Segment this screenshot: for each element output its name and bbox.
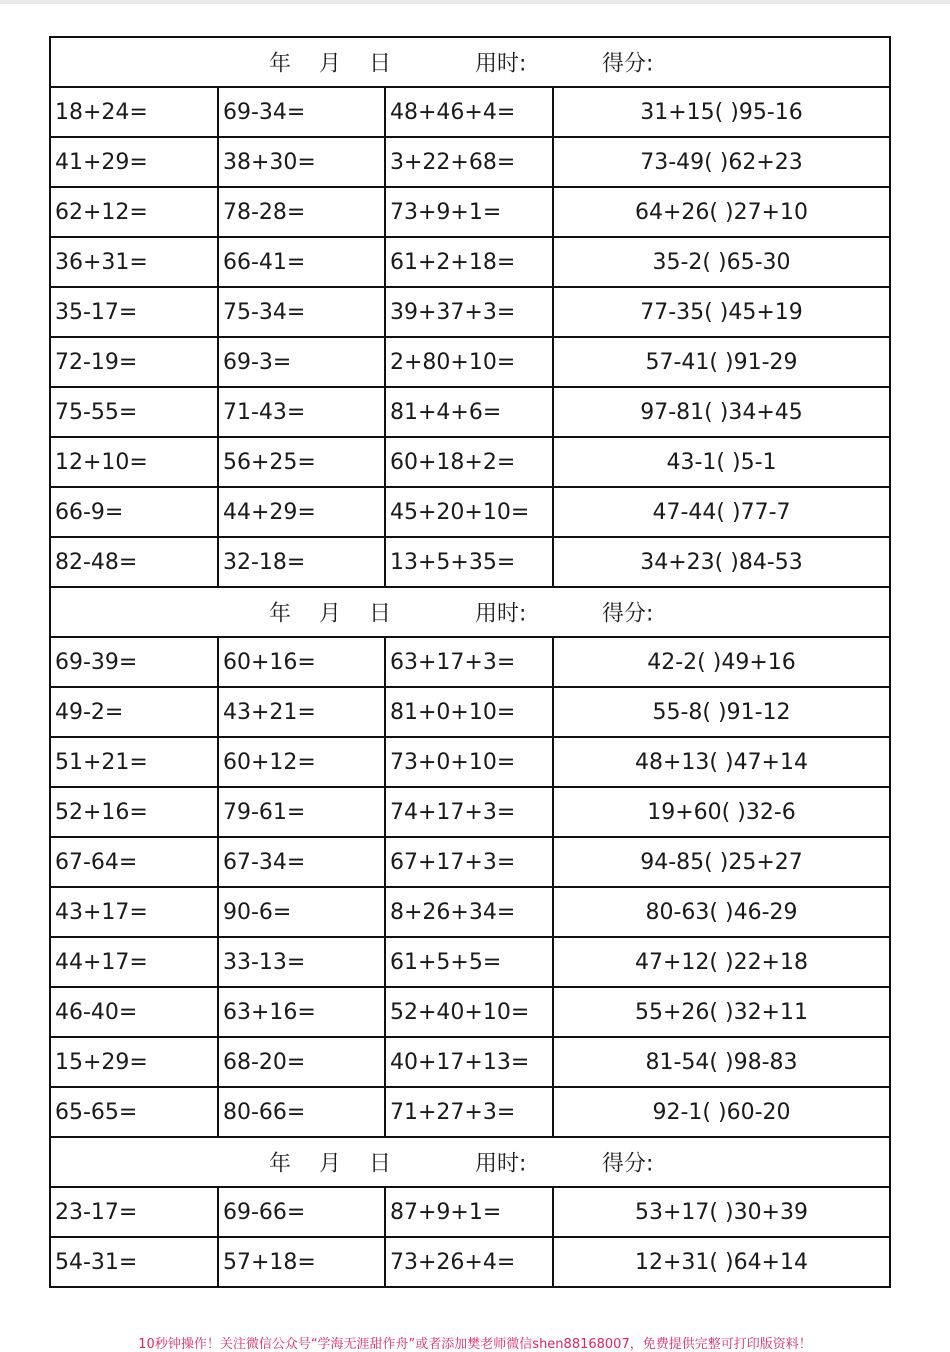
comparison-problem-cell: 42-2( )49+16 — [553, 637, 890, 687]
year-label: 年 — [269, 51, 292, 77]
arithmetic-problem-cell: 49-2= — [50, 687, 218, 737]
problem-row — [50, 137, 890, 187]
arithmetic-problem-cell: 52+40+10= — [385, 987, 553, 1037]
arithmetic-problem-cell: 56+25= — [218, 437, 385, 487]
problem-row — [50, 637, 890, 687]
arithmetic-problem-cell: 71-43= — [218, 387, 385, 437]
comparison-problem-cell: 47+12( )22+18 — [553, 937, 890, 987]
arithmetic-problem-cell: 15+29= — [50, 1037, 218, 1087]
section-header-cell — [50, 1137, 890, 1187]
comparison-problem-cell: 19+60( )32-6 — [553, 787, 890, 837]
problem-row — [50, 87, 890, 137]
section-header-row — [50, 1137, 890, 1187]
comparison-problem-cell: 81-54( )98-83 — [553, 1037, 890, 1087]
arithmetic-problem-cell: 51+21= — [50, 737, 218, 787]
arithmetic-problem-cell: 71+27+3= — [385, 1087, 553, 1137]
arithmetic-problem-cell: 87+9+1= — [385, 1187, 553, 1237]
arithmetic-problem-cell: 68-20= — [218, 1037, 385, 1087]
comparison-problem-cell: 47-44( )77-7 — [553, 487, 890, 537]
arithmetic-problem-cell: 33-13= — [218, 937, 385, 987]
section-header-row — [50, 37, 890, 87]
comparison-problem-cell: 55+26( )32+11 — [553, 987, 890, 1037]
arithmetic-problem-cell: 67-64= — [50, 837, 218, 887]
arithmetic-problem-cell: 44+17= — [50, 937, 218, 987]
day-label: 日 — [369, 1151, 392, 1177]
arithmetic-problem-cell: 63+16= — [218, 987, 385, 1037]
arithmetic-problem-cell: 80-66= — [218, 1087, 385, 1137]
arithmetic-problem-cell: 35-17= — [50, 287, 218, 337]
arithmetic-problem-cell: 54-31= — [50, 1237, 218, 1287]
worksheet-body — [50, 37, 890, 1287]
arithmetic-problem-cell: 81+0+10= — [385, 687, 553, 737]
arithmetic-problem-cell: 63+17+3= — [385, 637, 553, 687]
problem-row — [50, 387, 890, 437]
comparison-problem-cell: 43-1( )5-1 — [553, 437, 890, 487]
problem-row — [50, 987, 890, 1037]
month-label: 月 — [319, 601, 342, 627]
comparison-problem-cell: 35-2( )65-30 — [553, 237, 890, 287]
problem-row — [50, 487, 890, 537]
arithmetic-problem-cell: 65-65= — [50, 1087, 218, 1137]
arithmetic-problem-cell: 61+5+5= — [385, 937, 553, 987]
problem-row — [50, 1187, 890, 1237]
arithmetic-problem-cell: 40+17+13= — [385, 1037, 553, 1087]
year-label: 年 — [269, 1151, 292, 1177]
problem-row — [50, 287, 890, 337]
arithmetic-problem-cell: 75-34= — [218, 287, 385, 337]
arithmetic-problem-cell: 73+9+1= — [385, 187, 553, 237]
arithmetic-problem-cell: 60+16= — [218, 637, 385, 687]
arithmetic-problem-cell: 69-66= — [218, 1187, 385, 1237]
top-edge-strip — [0, 0, 950, 4]
arithmetic-problem-cell: 39+37+3= — [385, 287, 553, 337]
arithmetic-problem-cell: 81+4+6= — [385, 387, 553, 437]
year-label: 年 — [269, 601, 292, 627]
section-header-labels — [51, 1138, 889, 1186]
arithmetic-problem-cell: 48+46+4= — [385, 87, 553, 137]
problem-row — [50, 687, 890, 737]
problem-row — [50, 187, 890, 237]
arithmetic-problem-cell: 69-3= — [218, 337, 385, 387]
score-label: 得分: — [602, 601, 654, 627]
time-used-label: 用时: — [475, 1151, 527, 1177]
arithmetic-problem-cell: 78-28= — [218, 187, 385, 237]
comparison-problem-cell: 77-35( )45+19 — [553, 287, 890, 337]
comparison-problem-cell: 48+13( )47+14 — [553, 737, 890, 787]
problem-row — [50, 1237, 890, 1287]
arithmetic-problem-cell: 43+21= — [218, 687, 385, 737]
arithmetic-problem-cell: 73+0+10= — [385, 737, 553, 787]
comparison-problem-cell: 80-63( )46-29 — [553, 887, 890, 937]
arithmetic-problem-cell: 82-48= — [50, 537, 218, 587]
arithmetic-problem-cell: 18+24= — [50, 87, 218, 137]
arithmetic-problem-cell: 52+16= — [50, 787, 218, 837]
arithmetic-problem-cell: 38+30= — [218, 137, 385, 187]
arithmetic-problem-cell: 60+18+2= — [385, 437, 553, 487]
arithmetic-problem-cell: 41+29= — [50, 137, 218, 187]
comparison-problem-cell: 57-41( )91-29 — [553, 337, 890, 387]
arithmetic-problem-cell: 61+2+18= — [385, 237, 553, 287]
footer-promo-text: 10秒钟操作！关注微信公众号“学海无涯甜作舟”或者添加樊老师微信shen88168007，免费提供完整可打印版资料！ — [138, 1337, 812, 1352]
section-header-labels — [51, 588, 889, 636]
arithmetic-problem-cell: 32-18= — [218, 537, 385, 587]
arithmetic-problem-cell: 36+31= — [50, 237, 218, 287]
arithmetic-problem-cell: 69-39= — [50, 637, 218, 687]
problem-row — [50, 937, 890, 987]
comparison-problem-cell: 92-1( )60-20 — [553, 1087, 890, 1137]
comparison-problem-cell: 12+31( )64+14 — [553, 1237, 890, 1287]
arithmetic-problem-cell: 90-6= — [218, 887, 385, 937]
problem-row — [50, 837, 890, 887]
arithmetic-problem-cell: 74+17+3= — [385, 787, 553, 837]
comparison-problem-cell: 73-49( )62+23 — [553, 137, 890, 187]
arithmetic-worksheet-table — [49, 36, 891, 1288]
month-label: 月 — [319, 1151, 342, 1177]
problem-row — [50, 1087, 890, 1137]
arithmetic-problem-cell: 57+18= — [218, 1237, 385, 1287]
comparison-problem-cell: 34+23( )84-53 — [553, 537, 890, 587]
problem-row — [50, 887, 890, 937]
problem-row — [50, 237, 890, 287]
arithmetic-problem-cell: 3+22+68= — [385, 137, 553, 187]
day-label: 日 — [369, 601, 392, 627]
arithmetic-problem-cell: 72-19= — [50, 337, 218, 387]
arithmetic-problem-cell: 13+5+35= — [385, 537, 553, 587]
arithmetic-problem-cell: 73+26+4= — [385, 1237, 553, 1287]
section-header-cell — [50, 587, 890, 637]
score-label: 得分: — [602, 51, 654, 77]
arithmetic-problem-cell: 75-55= — [50, 387, 218, 437]
arithmetic-problem-cell: 67-34= — [218, 837, 385, 887]
arithmetic-problem-cell: 60+12= — [218, 737, 385, 787]
section-header-row — [50, 587, 890, 637]
comparison-problem-cell: 31+15( )95-16 — [553, 87, 890, 137]
arithmetic-problem-cell: 62+12= — [50, 187, 218, 237]
comparison-problem-cell: 97-81( )34+45 — [553, 387, 890, 437]
arithmetic-problem-cell: 66-9= — [50, 487, 218, 537]
problem-row — [50, 787, 890, 837]
arithmetic-problem-cell: 45+20+10= — [385, 487, 553, 537]
comparison-problem-cell: 94-85( )25+27 — [553, 837, 890, 887]
day-label: 日 — [369, 51, 392, 77]
arithmetic-problem-cell: 67+17+3= — [385, 837, 553, 887]
arithmetic-problem-cell: 79-61= — [218, 787, 385, 837]
score-label: 得分: — [602, 1151, 654, 1177]
arithmetic-problem-cell: 12+10= — [50, 437, 218, 487]
arithmetic-problem-cell: 43+17= — [50, 887, 218, 937]
arithmetic-problem-cell: 44+29= — [218, 487, 385, 537]
section-header-cell — [50, 37, 890, 87]
comparison-problem-cell: 64+26( )27+10 — [553, 187, 890, 237]
section-header-labels — [51, 38, 889, 86]
problem-row — [50, 437, 890, 487]
problem-row — [50, 737, 890, 787]
arithmetic-problem-cell: 46-40= — [50, 987, 218, 1037]
arithmetic-problem-cell: 66-41= — [218, 237, 385, 287]
arithmetic-problem-cell: 23-17= — [50, 1187, 218, 1237]
problem-row — [50, 537, 890, 587]
time-used-label: 用时: — [475, 51, 527, 77]
problem-row — [50, 337, 890, 387]
arithmetic-problem-cell: 69-34= — [218, 87, 385, 137]
problem-row — [50, 1037, 890, 1087]
comparison-problem-cell: 55-8( )91-12 — [553, 687, 890, 737]
arithmetic-problem-cell: 2+80+10= — [385, 337, 553, 387]
time-used-label: 用时: — [475, 601, 527, 627]
comparison-problem-cell: 53+17( )30+39 — [553, 1187, 890, 1237]
arithmetic-problem-cell: 8+26+34= — [385, 887, 553, 937]
month-label: 月 — [319, 51, 342, 77]
